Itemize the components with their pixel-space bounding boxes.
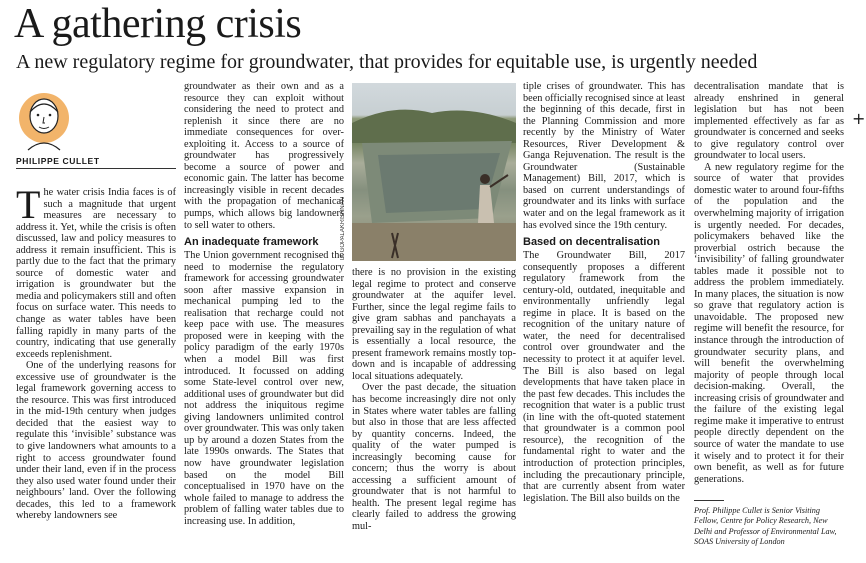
paragraph: there is no provision in the existing legal regime to protect and conserve groundwater at the aquifer level. Further, since the legal regime fails to give gram sabhas and panchayats a prevailing say in the regulation of what is essentially a local resource, the present framework remains mostly top-down and is incapable of addressing local situations adequately. xyxy=(352,267,516,382)
deck: A new regulatory regime for groundwater, that provides for equitable use, is urgently needed xyxy=(16,51,758,73)
paragraph: decentralisation mandate that is already enshrined in general legislation but has not been implemented effectively as far as groundwater is concerned and seeks to give regulatory control over groundwater to local users. xyxy=(694,81,844,162)
paragraph: A new regulatory regime for the source of water that provides domestic water to around four-fifths of the population and the overwhelming majority of irrigation is urgently needed. For decades, policymakers behaved like the proverbial ostrich because the ‘invisibility’ of falling groundwater tables made it possible not to address the problem immediately. In many places, the situation is now so grave that regulatory action is unavoidable. The proposed new regime will benefit the resource, for instance through the introduction of groundwater security plans, and will benefit the overwhelming majority of people through local decision-making. Overall, the increasing crisis of groundwater and the failure of the existing legal regime make it imperative to entrust people directly dependent on the source of water the mandate to use it wisely and to protect it for their own benefit, as well as for future generations. xyxy=(694,161,844,485)
subhead: An inadequate framework xyxy=(184,236,319,249)
author-portrait-icon xyxy=(16,82,78,152)
column-4 xyxy=(523,81,685,557)
author-note: Prof. Philippe Cullet is Senior Visiting Fellow, Centre for Policy Research, New Delhi and Professor of Environmental Law, SOAS University of London xyxy=(694,506,837,547)
subhead: Based on decentralisation xyxy=(523,236,660,249)
column-1 xyxy=(16,187,176,557)
crosshair-cursor-icon: + xyxy=(852,109,866,128)
author-note-rule xyxy=(694,500,724,501)
paragraph: The Groundwater Bill, 2017 consequently proposes a different regulatory framework from the century-old, outdated, inequitable and environmentally unfriendly legal regime in place. It is based on the recognition of the unitary nature of water, the need for decentralised control over groundwater and the necessity to protect it at aquifer level. The Bill is also based on legal developments that have taken place in the past few decades. This includes the recognition that water is a public trust (in line with the oft-quoted statement that groundwater is a common pool resource), the recognition of the fundamental right to water and the introduction of protection principles, including the precautionary principle, that are currently absent from water legislation. The Bill also builds on the xyxy=(523,250,685,504)
paragraph: tiple crises of groundwater. This has been officially recognised since at least the beginning of this decade, first in the Planning Commission and more recently by the Ministry of Water Resources, River Development & Ganga Rejuvenation. The result is the Groundwater (Sustainable Management) Bill, 2017, which is based on current understandings of groundwater and its links with surface water and on the legal framework as it has evolved since the 19th century. xyxy=(523,81,685,231)
paragraph: One of the underlying reasons for excessive use of groundwater is the legal framework governing access to the resource. This was first introduced in the mid-19th century when judges decided that the easiest way to regulate this ‘invisible’ substance was to give landowners what amounts to a right to access groundwater found under their land, even if in the process they also used water found under their neighbours’ land. Over the following decades, this led to a framework whereby landowners see xyxy=(16,360,176,522)
paragraph: Over the past decade, the situation has become increasingly dire not only in States where water tables are falling but also in those that are less affected by quantity concerns. Indeed, the quality of the water pumped is increasingly becoming cause for concern; thus the worry is about accessing a sufficient amount of groundwater that is not harmful to health. The present legal regime has clearly failed to address the growing mul- xyxy=(352,382,516,533)
column-2 xyxy=(184,81,344,557)
headline: A gathering crisis xyxy=(14,1,302,47)
photo-icon xyxy=(352,83,516,261)
paragraph: groundwater as their own and as a resource they can exploit without considering the need to protect and replenish it since there are no immediate consequences for over-exploiting it. Access to a source of groundwater has progressively become a source of power and economic gain. The latter has become increasingly visible in recent decades with the propagation of mechanical pumps, which allows big landowners to sell water to others. xyxy=(184,81,344,231)
column-5 xyxy=(694,81,844,493)
column-3 xyxy=(352,267,516,557)
paragraph: The Union government recognised the need to modernise the regulatory framework for accessing groundwater soon after massive expansion in mechanical pumping led to the realisation that recharge could not keep pace with use. The measures proposed were in keeping with the policy paradigm of the early 1970s when a model Bill was first introduced. It focussed on adding some State-level control over new, additional uses of groundwater but did not address the iniquitous regime giving landowners unlimited control over groundwater. This was only taken up by around a dozen States from the late 1990s onwards. The States that now have groundwater legislation based on the model Bill conceptualised in 1970 have on the whole failed to manage to address the problem of falling water tables due to increasing use. In addition, xyxy=(184,250,344,527)
byline-rule xyxy=(16,168,176,169)
photo-credit: D. GOPALAKRISHNAN xyxy=(340,197,346,260)
byline: PHILIPPE CULLET xyxy=(16,156,100,166)
paragraph: he water crisis India faces is of such a magnitude that urgent measures are necessary to address it. Yet, while the crisis is often discussed, law and policy measures to address it remain insufficient. This is partly due to the fact that the primary source of domestic water and irrigation is groundwater but the media and policymakers still and often focus on surface water. This needs to change as water tables have been falling rapidly in many parts of the country, indicating that use generally exceeds replenishment. xyxy=(16,187,176,360)
dropcap: T xyxy=(16,187,41,227)
